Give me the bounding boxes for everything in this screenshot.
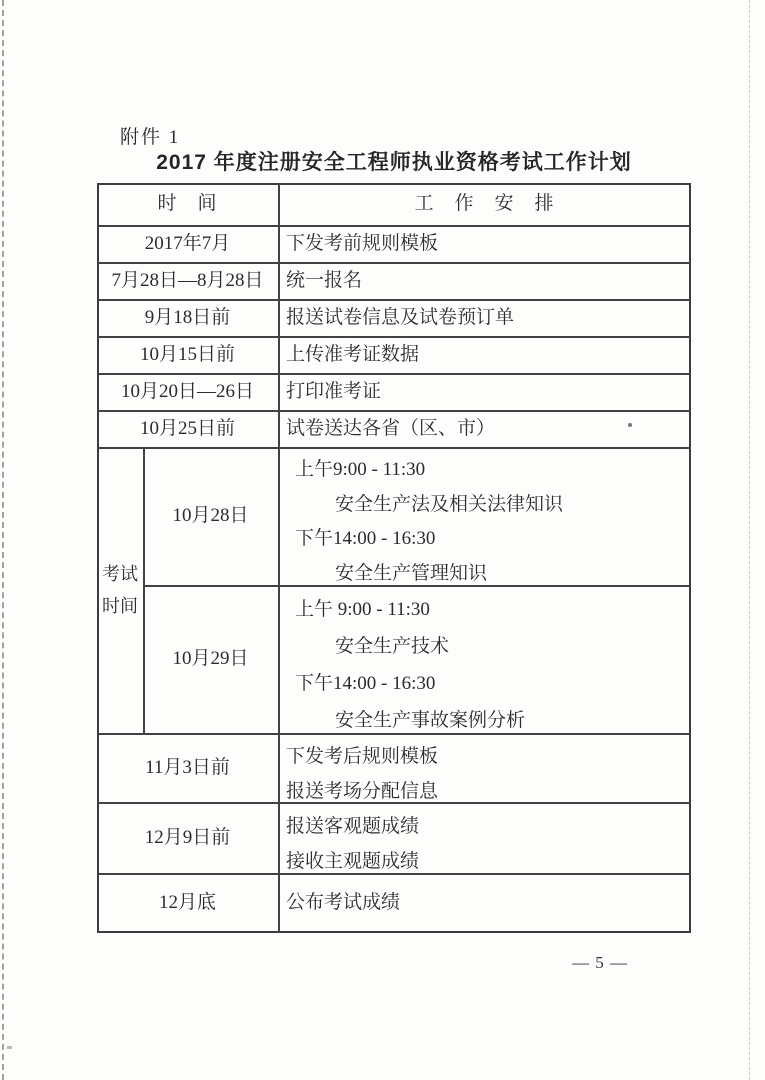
exam-label-line2: 时间 [102,596,138,616]
time-cell: 10月20日—26日 [120,380,254,402]
time-cell: 10月25日前 [139,417,235,439]
exam-time-section-label [97,447,143,733]
schedule-time-line: 上午9:00 - 11:30 [295,459,426,481]
schedule-time-line: 上午 9:00 - 11:30 [295,598,430,620]
schedule-subject-line: 安全生产管理知识 [335,562,488,584]
table-header-work: 工 作 安 排 [414,193,555,215]
schedule-subject-line: 安全生产事故案例分析 [335,709,526,731]
schedule-time-line: 下午14:00 - 16:30 [295,672,436,694]
time-cell: 10月15日前 [139,343,235,365]
exam-date-cell: 10月28日 [172,505,249,527]
time-cell: 11月3日前 [145,756,230,778]
schedule-subject-line: 安全生产法及相关法律知识 [335,493,564,515]
time-cell: 12月9日前 [144,826,231,848]
work-cell: 下发考前规则模板 [286,232,439,254]
work-line: 下发考后规则模板 [286,746,439,768]
time-cell: 9月18日前 [144,306,231,328]
schedule-time-line: 下午14:00 - 16:30 [295,528,436,550]
work-line: 报送客观题成绩 [286,815,420,837]
exam-date-cell: 10月29日 [172,648,249,670]
time-cell: 12月底 [158,892,216,914]
scan-artifact-right-edge [749,0,750,1080]
time-cell: 7月28日—8月28日 [111,269,264,291]
work-cell: 试卷送达各省（区、市） [286,417,496,439]
work-cell: 上传准考证数据 [286,343,420,365]
attachment-label: 附件 1 [120,127,181,148]
exam-schedule-cell [278,585,683,745]
exam-schedule-cell [278,447,683,597]
work-line: 报送考场分配信息 [286,780,439,802]
work-cell: 打印准考证 [286,380,382,402]
document-title: 2017 年度注册安全工程师执业资格考试工作计划 [156,151,632,174]
work-cell: 公布考试成绩 [286,892,401,914]
work-cell: 统一报名 [286,269,363,291]
scan-artifact-left-edge [2,0,4,1080]
exam-label-line1: 考试 [102,564,138,584]
schedule-subject-line: 安全生产技术 [335,635,450,657]
page-number: — 5 — [572,953,628,972]
scan-artifact-speck [7,1046,12,1049]
work-cell: 报送试卷信息及试卷预订单 [286,306,515,328]
table-header-time: 时 间 [157,193,218,215]
time-cell: 2017年7月 [144,232,231,254]
work-plan-table [97,183,691,933]
work-line: 接收主观题成绩 [286,851,420,873]
